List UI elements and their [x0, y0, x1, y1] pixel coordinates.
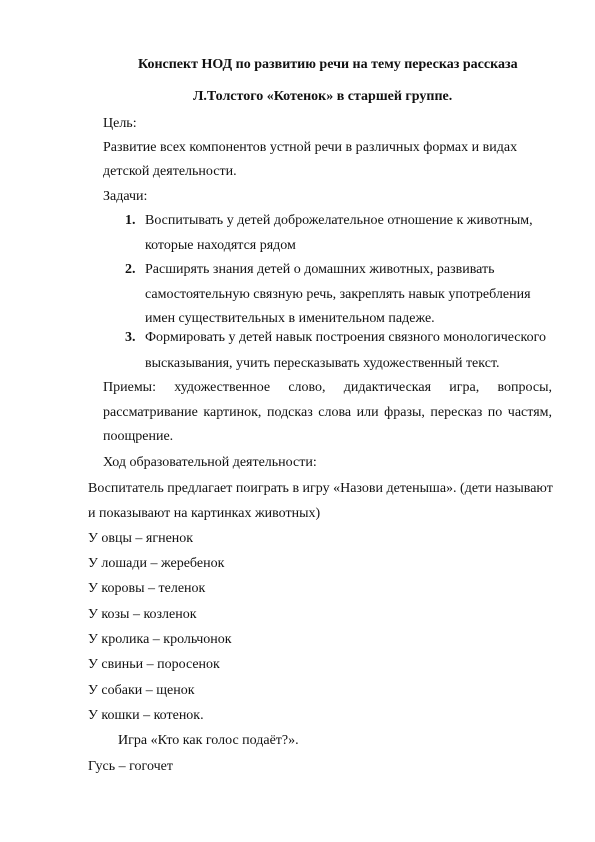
- animal-line: У козы – козленок: [88, 607, 197, 622]
- course-label: Ход образовательной деятельности:: [103, 455, 317, 470]
- game-2-title: Игра «Кто как голос подаёт?».: [118, 733, 299, 748]
- goal-text-line-1: Развитие всех компонентов устной речи в различных формах и видах: [103, 140, 518, 155]
- tasks-label: Задачи:: [103, 189, 148, 204]
- methods-line-1: Приемы: художественное слово, дидактическая игра, вопросы,: [103, 380, 552, 395]
- animal-line: У лошади – жеребенок: [88, 556, 225, 571]
- task-number-1: 1.: [125, 213, 136, 228]
- task-number-2: 2.: [125, 262, 136, 277]
- animal-line: У собаки – щенок: [88, 683, 195, 698]
- intro-line-1: Воспитатель предлагает поиграть в игру «Назови детеныша». (дети называют: [88, 481, 553, 496]
- methods-line-3: поощрение.: [103, 429, 174, 444]
- task-2-line-1: Расширять знания детей о домашних животных, развивать: [145, 262, 495, 277]
- title-line-1: Конспект НОД по развитию речи на тему пересказ рассказа: [138, 57, 518, 72]
- task-2-line-3: имен существительных в именительном падеже.: [145, 311, 435, 326]
- task-1-line-1: Воспитывать у детей доброжелательное отношение к животным,: [145, 213, 533, 228]
- animal-line: У свиньи – поросенок: [88, 657, 220, 672]
- animal-line: У коровы – теленок: [88, 581, 206, 596]
- goose-line: Гусь – гогочет: [88, 759, 173, 774]
- animal-line: У кошки – котенок.: [88, 708, 204, 723]
- goal-label: Цель:: [103, 116, 137, 131]
- task-3-line-2: высказывания, учить пересказывать художественный текст.: [145, 356, 500, 371]
- task-number-3: 3.: [125, 330, 136, 345]
- task-2-line-2: самостоятельную связную речь, закреплять навык употребления: [145, 287, 531, 302]
- title-line-2: Л.Толстого «Котенок» в старшей группе.: [193, 89, 453, 104]
- animal-line: У кролика – крольчонок: [88, 632, 232, 647]
- methods-line-2: рассматривание картинок, подсказ слова или фразы, пересказ по частям,: [103, 405, 552, 420]
- animal-line: У овцы – ягненок: [88, 531, 194, 546]
- goal-text-line-2: детской деятельности.: [103, 164, 237, 179]
- intro-line-2: и показывают на картинках животных): [88, 506, 321, 521]
- task-3-line-1: Формировать у детей навык построения связного монологического: [145, 330, 547, 345]
- task-1-line-2: которые находятся рядом: [145, 238, 296, 253]
